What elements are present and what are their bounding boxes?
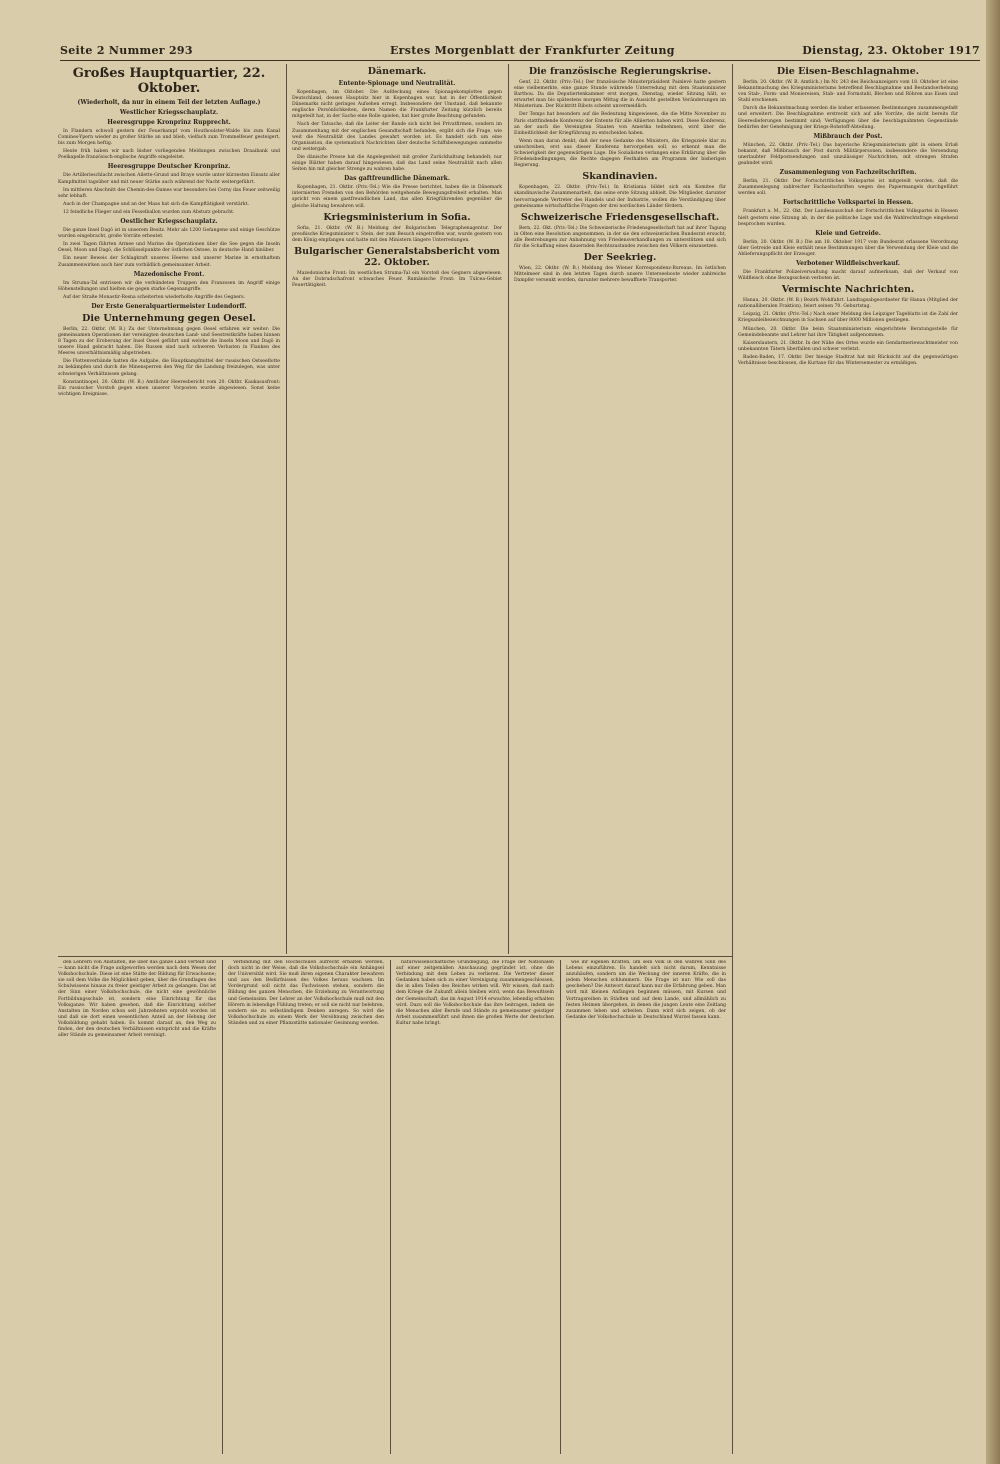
column-rule (286, 64, 287, 954)
army-group-rupprecht: Heeresgruppe Kronprinz Rupprecht. (107, 119, 231, 126)
lower-column-3 (396, 960, 554, 1454)
column-2 (292, 64, 502, 952)
paragraph: Kaiserslautern, 21. Oktbr. In der Nähe des Ortes wurde ein Gendarmeriewachtmeister von unbekannten Tätern überfallen und schwer verletzt. (738, 340, 958, 352)
page-number: Seite 2 Nummer 293 (60, 44, 193, 57)
lower-column-4 (566, 960, 726, 1454)
column-3 (514, 64, 726, 952)
masthead (60, 44, 980, 61)
paragraph: 12 feindliche Flieger und ein Fesselballon wurden zum Absturz gebracht. (63, 209, 235, 215)
paragraph: Frankfurt a. M., 22. Okt. Der Landesausschuß der Fortschrittlichen Volkspartei in Hessen hielt gestern eine Sitzung ab, in der die politische Lage und die Wahlrechtsfrage eingehend besprochen wurden. (738, 209, 958, 227)
headline-scandinavia: Skandinavien. (582, 171, 658, 183)
signature-ludendorff: Der Erste Generalquartiermeister Ludendorff. (91, 302, 247, 310)
paragraph: Auch in der Champagne und an der Maas hat sich die Kampftätigkeit verstärkt. (63, 201, 250, 207)
paragraph: wie ihr eigenen Kräften, um sein Volk in den wahren Sinn des Lebens einzuführen. Es handelt sich nicht darum, Kenntnisse anzuhäufen, sondern um die Weckung der inneren Kräfte, die in jedem Menschen schlummern. Die Frage ist nur: Wie soll das geschehen? Die Antwort darauf kann nur die Erfahrung geben. Man wird mit kleinen Anfängen beginnen müssen, mit Kursen und Vortragsreihen in Städten und auf dem Lande, und allmählich zu festen Heimen übergehen, in denen die jungen Leute eine Zeitlang zusammen leben und arbeiten. Dann wird sich zeigen, ob der Gedanke der Volkshochschule in Deutschland Wurzel fassen kann. (566, 960, 726, 1020)
paragraph: Bern, 22. Okt. (Priv.-Tel.) Die Schweizerische Friedensgesellschaft hat auf ihrer Tagung in Olten eine Resolution angenommen, in der sie den schweizerischen Bundesrat ersucht, alle Bestrebungen zur Anbahnung von Friedensverhandlungen zu unterstützen und sich für die Schaffung eines dauernden Rechtszustandes zwischen den Völkern einzusetzen. (514, 225, 726, 249)
paragraph: Berlin, 22. Oktbr. (W. B.) Zu der Unternehmung gegen Oesel erfahren wir weiter: Die gemeinsamen Operationen der vereinigten deutschen Land- und Seestreitkräfte haben binnen 8 Tagen zu der Eroberung der Insel Oesel geführt und welche die Inseln Moon und Dagö in unsere Hand gebracht haben. Die Russen sind nach schweren Verlusten in Flanken des Meeres unverhältnismäßig abgetrieben. (58, 326, 280, 357)
paragraph: Im Struma-Tal entrissen wir die verbündeten Truppen den Franzosen im Angriff einige Höhenstellungen und hielten sie gegen starke Gegenangriffe. (58, 280, 280, 292)
subheading: Mißbrauch der Post. (813, 132, 883, 140)
headline-swiss-peace-society: Schweizerische Friedensgesellschaft. (520, 211, 720, 223)
paragraph: Kopenhagen, im Oktober. Die Aufdeckung eines Spionagekomplottes gegen Deutschland, dessen Hauptsitz hier in Kopenhagen war, hat in der Öffentlichkeit Dänemarks nicht geringes Aufsehen erregt. Insbesondere der Umstand, daß bekannte englische Persönlichkeiten, deren Namen die Frankfurter Zeitung kürzlich bereits mitgeteilt hat, in der Sache eine Rolle spielen, hat hier große Beachtung gefunden. (292, 90, 502, 120)
paragraph: In zwei Tagen führten Armee und Marine die Operationen über die See gegen die Inseln Oesel, Moon und Dagö, die Schlüsselpunkte der östlichen Ostsee, in deutsche Hand hinüber. (58, 242, 280, 254)
subheading: Zusammenlegung von Fachzeitschriften. (779, 169, 917, 177)
headline-french-crisis: Die französische Regierungskrise. (528, 66, 712, 77)
paragraph: Wien, 22. Oktbr. (W. B.) Meldung des Wiener Korrespondenz-Bureaus. Im östlichen Mittelmeer sind in den letzten Tagen durch unsere Unterseeboote wieder zahlreiche Dampfer versenkt worden, darunter mehrere bewaffnete Transporter. (514, 266, 726, 284)
section-eastern-front: Oestlicher Kriegsschauplatz. (120, 218, 218, 226)
headline-naval-war: Der Seekrieg. (583, 252, 657, 264)
reprint-note: (Wiederholt, da nur in einem Teil der letzten Auflage.) (77, 99, 261, 106)
subheading: Das gaftfreundliche Dänemark. (344, 175, 450, 183)
paragraph: Berlin, 20. Oktbr. (W. B.) Die am 18. Oktober 1917 vom Bundesrat erlassene Verordnung über Getreide und Kleie enthält neue Bestimmungen über die Verwendung der Kleie und die Ablieferungspflicht der Erzeuger. (738, 239, 958, 257)
paragraph: naturwissenschaftliche Grundlegung, die Frage der Nationalen auf einer zeitgemäßen Anschauung gegründet ist, ohne die Verbindung mit dem Leben zu verlieren. Die Vertreter dieser Gedanken haben sich zu einer Vereinigung zusammengeschlossen, die in allen Teilen des Reiches wirken will. Wir wissen, daß nach dem Kriege die Zukunft allein bleiben wird, wenn das Bewußtsein der Gemeinschaft, das im August 1914 erwachte, lebendig erhalten wird. Dazu soll die Volkshochschule das ihre beitragen, indem sie die Menschen aller Berufe und Stände zu gemeinsamer geistiger Arbeit zusammenführt und ihnen die großen Werte der deutschen Kultur nahe bringt. (396, 960, 554, 1026)
paragraph: Genf, 22. Oktbr. (Priv.-Tel.) Der französische Ministerpräsident Painlevé hatte gestern eine vielbemerkte, eine ganze Stunde währende Unterredung mit dem Staatsminister Barthou. Da die Deputiertenkammer erst morgen, Dienstag, wieder Sitzung hält, so erwartet man bis spätestens morgen Mittag die in Aussicht gestellten Veränderungen im Ministerium. Der Rücktritt Ribots scheint unvermeidlich. (514, 80, 726, 110)
army-group-crown-prince: Heeresgruppe Deutscher Kronprinz. (107, 163, 231, 171)
paragraph: den Lehrern von Anstalten, die über das ganze Land verteilt sind — kann nicht die Frage aufgeworfen werden nach dem Wesen der Volkshochschule. Diese ist eine Stätte der Bildung für Erwachsene; sie soll dem Volke die Möglichkeit geben, über die Grundlagen des Schulwissens hinaus zu freier geistiger Arbeit zu gelangen. Das ist der Sinn einer Volkshochschule, die nicht eine gewöhnliche Fortbildungsschule ist, sondern eine Einrichtung für das Volksganze. Wir haben gesehen, daß die Einrichtung solcher Anstalten im Norden schon seit Jahrzehnten erprobt worden ist und daß sie dort einen wesentlichen Anteil an der Hebung der Volksbildung gehabt haben. Es kommt darauf an, den Weg zu finden, der den deutschen Verhältnissen entspricht und die Kräfte aller Stände zu gemeinsamer Arbeit vereinigt. (58, 960, 216, 1039)
paragraph: Der Temps hat besonders auf die Bedeutung hingewiesen, die die Mitte November zu Paris stattfindende Konferenz der Entente für alle Alliierten haben wird. Diese Konferenz, an der auch die Vereinigten Staaten von Amerika teilnehmen, wird über die Einheitlichkeit der Kriegführung zu entscheiden haben. (514, 112, 726, 136)
paragraph: Baden-Baden, 17. Oktbr. Der hiesige Stadtrat hat mit Rücksicht auf die gegenwärtigen Verhältnisse beschlossen, die Kurtaxe für das Wintersemester zu ermäßigen. (738, 354, 958, 366)
paragraph: Nach der Tatsache, daß die Leiter der Bande sich nicht bei Privatfirmen, sondern im Zusammenhang mit der englischen Gesandtschaft befanden, ergibt sich die Frage, wie weit die Neutralität des Landes gewahrt worden ist. Es handelt sich um eine Organisation, die systematisch Nachrichten über deutsche Schiffsbewegungen sammelte und weitergab. (292, 122, 502, 152)
column-rule (732, 64, 733, 1454)
subheading: Entente-Spionage und Neutralität. (338, 80, 456, 87)
paragraph: Die Flottenverbände hatten die Aufgabe, die Hauptkampfmittel der russischen Ostseeflotte zu bekämpfen und durch die Minensperren den Weg für die Landung freizulegen, was unter schwierigen Verhältnissen gelang. (58, 359, 280, 377)
paragraph: Mazedonische Front: Im westlichen Struma-Tal ein Vorstoß des Gegners abgewiesen. An der Dobrudschafront schwaches Feuer. Rumänische Front: Im Tulcea-Gebiet Feuertätigkeit. (292, 270, 502, 289)
paragraph: Hanau, 20. Oktbr. (W. B.) Bezirk Wohlfahrt. Landtagsabgeordneter für Hanau (Mitglied der nationalliberalen Fraktion), feiert seinen 70. Geburtstag. (738, 298, 958, 310)
column-rule (508, 64, 509, 954)
headline-daenemark: Dänemark. (367, 66, 427, 77)
issue-date: Dienstag, 23. Oktober 1917 (802, 44, 980, 57)
paragraph: Ein neuer Beweis der Schlagkraft unseres Heeres und unserer Marine in ernsthaftem Zusammenwirken auch hier zum vorbildlich gemeinsamer Arbeit. (58, 256, 280, 268)
paragraph: Kopenhagen, 22. Oktbr. (Priv.-Tel.) In Kristiania bildet sich ein Komitee für skandinavische Zusammenarbeit, das seine erste Sitzung abhielt. Die Mitglieder, darunter hervorragende Vertreter des Handels und der Industrie, wollen die Verständigung über gemeinsame wirtschaftliche Fragen der drei nordischen Länder fördern. (514, 185, 726, 209)
paragraph: Wenn man daran denkt, daß der neue Gedanke des Ministers, die Kriegsziele klar zu umschreiben, erst aus dieser Konferenz hervorgehen soll, so erkennt man die Schwierigkeit der gegenwärtigen Lage. Die Sozialisten verlangen eine Erklärung über die Friedensbedingungen, die Rechte dagegen Festhalten am Programm der bisherigen Regierung. (514, 138, 726, 169)
paragraph: München, 20. Oktbr. Die beim Staatsministerium eingerichtete Beratungsstelle für Gemeindebeamte und Lehrer hat ihre Tätigkeit aufgenommen. (738, 326, 958, 338)
column-rule (390, 960, 391, 1454)
column-rule (560, 960, 561, 1454)
paragraph: Im mittleren Abschnitt des Chemin-des-Dames war besonders bei Cerny das Feuer zeitweilig sehr lebhaft. (58, 187, 280, 199)
headline-iron-seizure: Die Eisen-Beschlagnahme. (776, 66, 920, 77)
column-1 (58, 64, 280, 952)
paragraph: Die Artillerieschlacht zwischen Ailette-Grund und Braye wurde unter kürzesten Einsatz aller Kampfmittel tagsüber und mit neuer Stärke auch während der Nacht weitergeführt. (58, 173, 280, 185)
column-rule (222, 960, 223, 1454)
page-spine (986, 0, 1000, 1464)
subheading: Kleie und Getreide. (815, 229, 881, 237)
section-divider (58, 956, 732, 957)
lower-column-1 (58, 960, 216, 1454)
paragraph: Sofia, 21. Oktbr. (W. B.) Meldung der Bulgarischen Telegraphenagentur. Der preußische Kriegsminister v. Stein, der zum Besuch eingetroffen war, wurde gestern von dem König empfangen und hatte mit den Ministern längere Unterredungen. (292, 225, 502, 243)
paragraph: München, 22. Oktbr. (Priv.-Tel.) Das bayerische Kriegsministerium gibt in einem Erlaß bekannt, daß Mißbrauch der Post durch Militärpersonen, insbesondere die Versendung unerlaubter Feldpostsendungen und unzulässiger Nachrichten, mit strengen Strafen geahndet wird. (738, 142, 958, 167)
paragraph: Kopenhagen, 21. Oktbr. (Priv.-Tel.) Wie die Presse berichtet, haben die in Dänemark internierten Fremden von den Behörden weitgehende Bewegungsfreiheit erhalten. Man spricht von einem gastfreundlichen Land, das allen Kriegführenden gegenüber die gleiche Haltung bewahren will. (292, 185, 502, 209)
headline-hauptquartier: Großes Hauptquartier, 22. Oktober. (72, 66, 266, 96)
lower-column-2 (228, 960, 384, 1454)
headline-oesel: Die Unternehmung gegen Oesel. (82, 312, 256, 324)
paragraph: Heute früh haben wir nach bisher vorliegenden Meldungen zwischen Draaibank und Poelkapelle französisch-englische Angriffe eingeleitet. (58, 149, 280, 161)
paragraph: Die dänische Presse hat die Angelegenheit mit großer Zurückhaltung behandelt; nur einige Blätter haben darauf hingewiesen, daß das Land seine Neutralität nach allen Seiten hin mit gleicher Strenge zu wahren habe. (292, 154, 502, 173)
paragraph: Auf der Straße Monastir-Resna scheiterten wiederholte Angriffe des Gegners. (63, 294, 246, 300)
subheading: Fortschrittliche Volkspartei in Hessen. (782, 199, 914, 207)
column-4 (738, 64, 958, 1454)
paragraph: Berlin, 20. Oktbr. (W. B. Amtlich.) Im Nr. 243 des Reichsanzeigers vom 18. Oktober ist eine Bekanntmachung des Kriegsministeriums betreffend Beschlagnahme und Bestandserhebung von Stab-, Form- und Moniereisen, Stab- und Formstahl, Blechen und Röhren aus Eisen und Stahl erschienen. (738, 80, 958, 104)
section-macedonian-front: Mazedonische Front. (133, 270, 205, 278)
headline-bulgarian-report: Bulgarischer Generalstabsbericht vom 22. Oktober. (294, 245, 500, 268)
paragraph: Verbindung mit den Hochschulen aufrecht erhalten werden, doch nicht in der Weise, daß die Volkshochschule ein Anhängsel der Universität wird. Sie muß ihren eigenen Charakter bewahren und aus den Bedürfnissen des Volkes heraus wachsen. Im Vordergrund soll nicht das Fachwissen stehen, sondern die Bildung des ganzen Menschen, die Erziehung zu Verantwortung und Gemeinsinn. Der Lehrer an der Volkshochschule muß mit den Hörern in lebendige Fühlung treten; er soll sie nicht nur belehren, sondern sie zu selbständigem Denken anregen. So wird die Volkshochschule zu einem Werk der Versöhnung zwischen den Ständen und zu einer Pflanzstätte nationaler Gesinnung werden. (228, 960, 384, 1026)
subheading: Verbotener Wildfleischverkauf. (796, 259, 900, 267)
paragraph: Leipzig, 21. Oktbr. (Priv.-Tel.) Nach einer Meldung des Leipziger Tageblatts ist die Zahl der Kriegsanleihezeichnungen in Sachsen auf über 8000 Millionen gestiegen. (738, 312, 958, 324)
paragraph: Berlin, 21. Oktbr. Der Fortschrittlichen Volkspartei ist mitgeteilt worden, daß die Zusammenlegung zahlreicher Fachzeitschriften wegen des Papiermangels durchgeführt werden soll. (738, 179, 958, 197)
paragraph: Die Frankfurter Polizeiverwaltung macht darauf aufmerksam, daß der Verkauf von Wildfleisch ohne Bezugsschein verboten ist. (738, 269, 958, 282)
paragraph: Konstantinopel, 20. Oktbr. (W. B.) Amtlicher Heeresbericht vom 20. Oktbr. Kaukasusfront: Ein russischer Vorstoß gegen einen unserer Vorposten wurde abgewiesen. Sonst keine wichtigen Ereignisse. (58, 379, 280, 397)
paragraph: Durch die Bekanntmachung werden die bisher erlassenen Bestimmungen zusammengefaßt und erweitert. Die Beschlagnahme erstreckt sich auf alle Vorräte, die nicht bereits für Heereslieferungen bestimmt sind; Verfügungen über die beschlagnahmten Gegenstände bedürfen der Genehmigung der Kriegs-Rohstoff-Abteilung. (738, 106, 958, 130)
paragraph: Die ganze Insel Dagö ist in unserem Besitz. Mehr als 1200 Gefangene und einige Geschütze wurden eingebracht, große Vorräte erbeutet. (58, 228, 280, 240)
paragraph: In Flandern schwoll gestern der Feuerkampf vom Houthoulster-Walde bis zum Kanal Comines-Ypern wieder zu großer Stärke an und blieb, vielfach zum Trommelfeuer gesteigert, bis zum Morgen heftig. (58, 129, 280, 147)
headline-miscellaneous: Vermischte Nachrichten. (781, 284, 915, 296)
headline-sofia: Kriegsministerium in Sofia. (323, 211, 471, 223)
section-western-front: Westlicher Kriegsschauplatz. (119, 109, 219, 116)
newspaper-name: Erstes Morgenblatt der Frankfurter Zeitung (390, 44, 675, 57)
